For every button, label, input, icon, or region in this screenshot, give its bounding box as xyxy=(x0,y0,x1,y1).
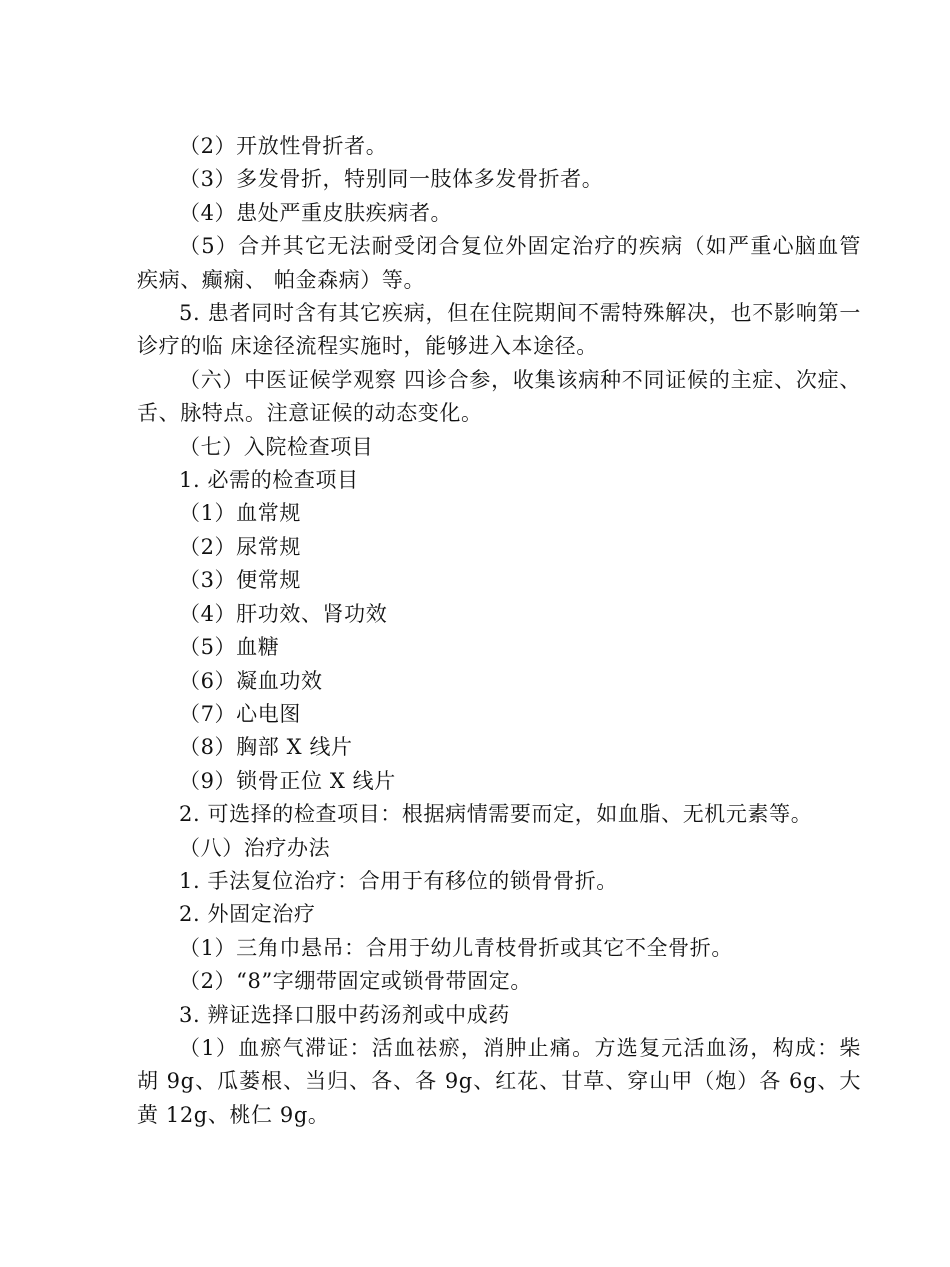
treatment-sling: （1）三角巾悬吊：合用于幼儿青枝骨折或其它不全骨折。 xyxy=(179,935,733,960)
test-item: （8）胸部 X 线片 xyxy=(179,735,353,760)
test-item: （7）心电图 xyxy=(179,701,301,726)
item-multiple-fracture: （3）多发骨折，特别同一肢体多发骨折者。 xyxy=(179,167,604,192)
paragraph-comorbidity: 5. 患者同时含有其它疾病，但在住院期间不需特殊解决，也不影响第一诊疗的临 床途径流程实施时，能够进入本途径。 xyxy=(137,301,861,359)
test-item: （3）便常规 xyxy=(179,568,301,593)
treatment-external-fixation-heading: 2. 外固定治疗 xyxy=(179,902,316,927)
item-other-diseases: （5）合并其它无法耐受闭合复位外固定治疗的疾病（如严重心脑血管疾病、癫痫、 帕金森病）等。 xyxy=(137,234,861,292)
test-item: （2）尿常规 xyxy=(179,534,301,559)
test-item: （9）锁骨正位 X 线片 xyxy=(179,768,396,793)
treatment-manual-reduction: 1. 手法复位治疗：合用于有移位的锁骨骨折。 xyxy=(179,868,618,893)
item-open-fracture: （2）开放性骨折者。 xyxy=(179,134,388,158)
test-item: （1）血常规 xyxy=(179,501,301,526)
section-tcm-observation: （六）中医证候学观察 四诊合参，收集该病种不同证候的主症、次症、舌、脉特点。注意证候的动态变化。 xyxy=(137,367,861,426)
required-tests-heading: 1. 必需的检查项目 xyxy=(179,468,359,493)
treatment-figure-eight-bandage: （2）“8”字绷带固定或锁骨带固定。 xyxy=(179,969,532,994)
treatment-blood-stasis: （1）血瘀气滞证：活血祛瘀，消肿止痛。方选复元活血汤，构成：柴胡 9g、瓜蒌根、当归、各、各 9g、红花、甘草、穿山甲（炮）各 6g、大黄 12g、桃仁 9g。 xyxy=(137,1035,861,1127)
test-item: （6）凝血功效 xyxy=(179,668,323,693)
document-body xyxy=(137,130,861,1132)
test-item: （5）血糖 xyxy=(179,635,280,660)
item-skin-disease: （4）患处严重皮肤疾病者。 xyxy=(179,200,453,225)
section-admission-tests-heading: （七）入院检查项目 xyxy=(179,434,374,459)
optional-tests: 2. 可选择的检查项目：根据病情需要而定，如血脂、无机元素等。 xyxy=(179,802,813,827)
treatment-herbal-heading: 3. 辨证选择口服中药汤剂或中成药 xyxy=(179,1002,510,1027)
test-item: （4）肝功效、肾功效 xyxy=(179,601,388,626)
section-treatment-heading: （八）治疗办法 xyxy=(179,835,331,860)
